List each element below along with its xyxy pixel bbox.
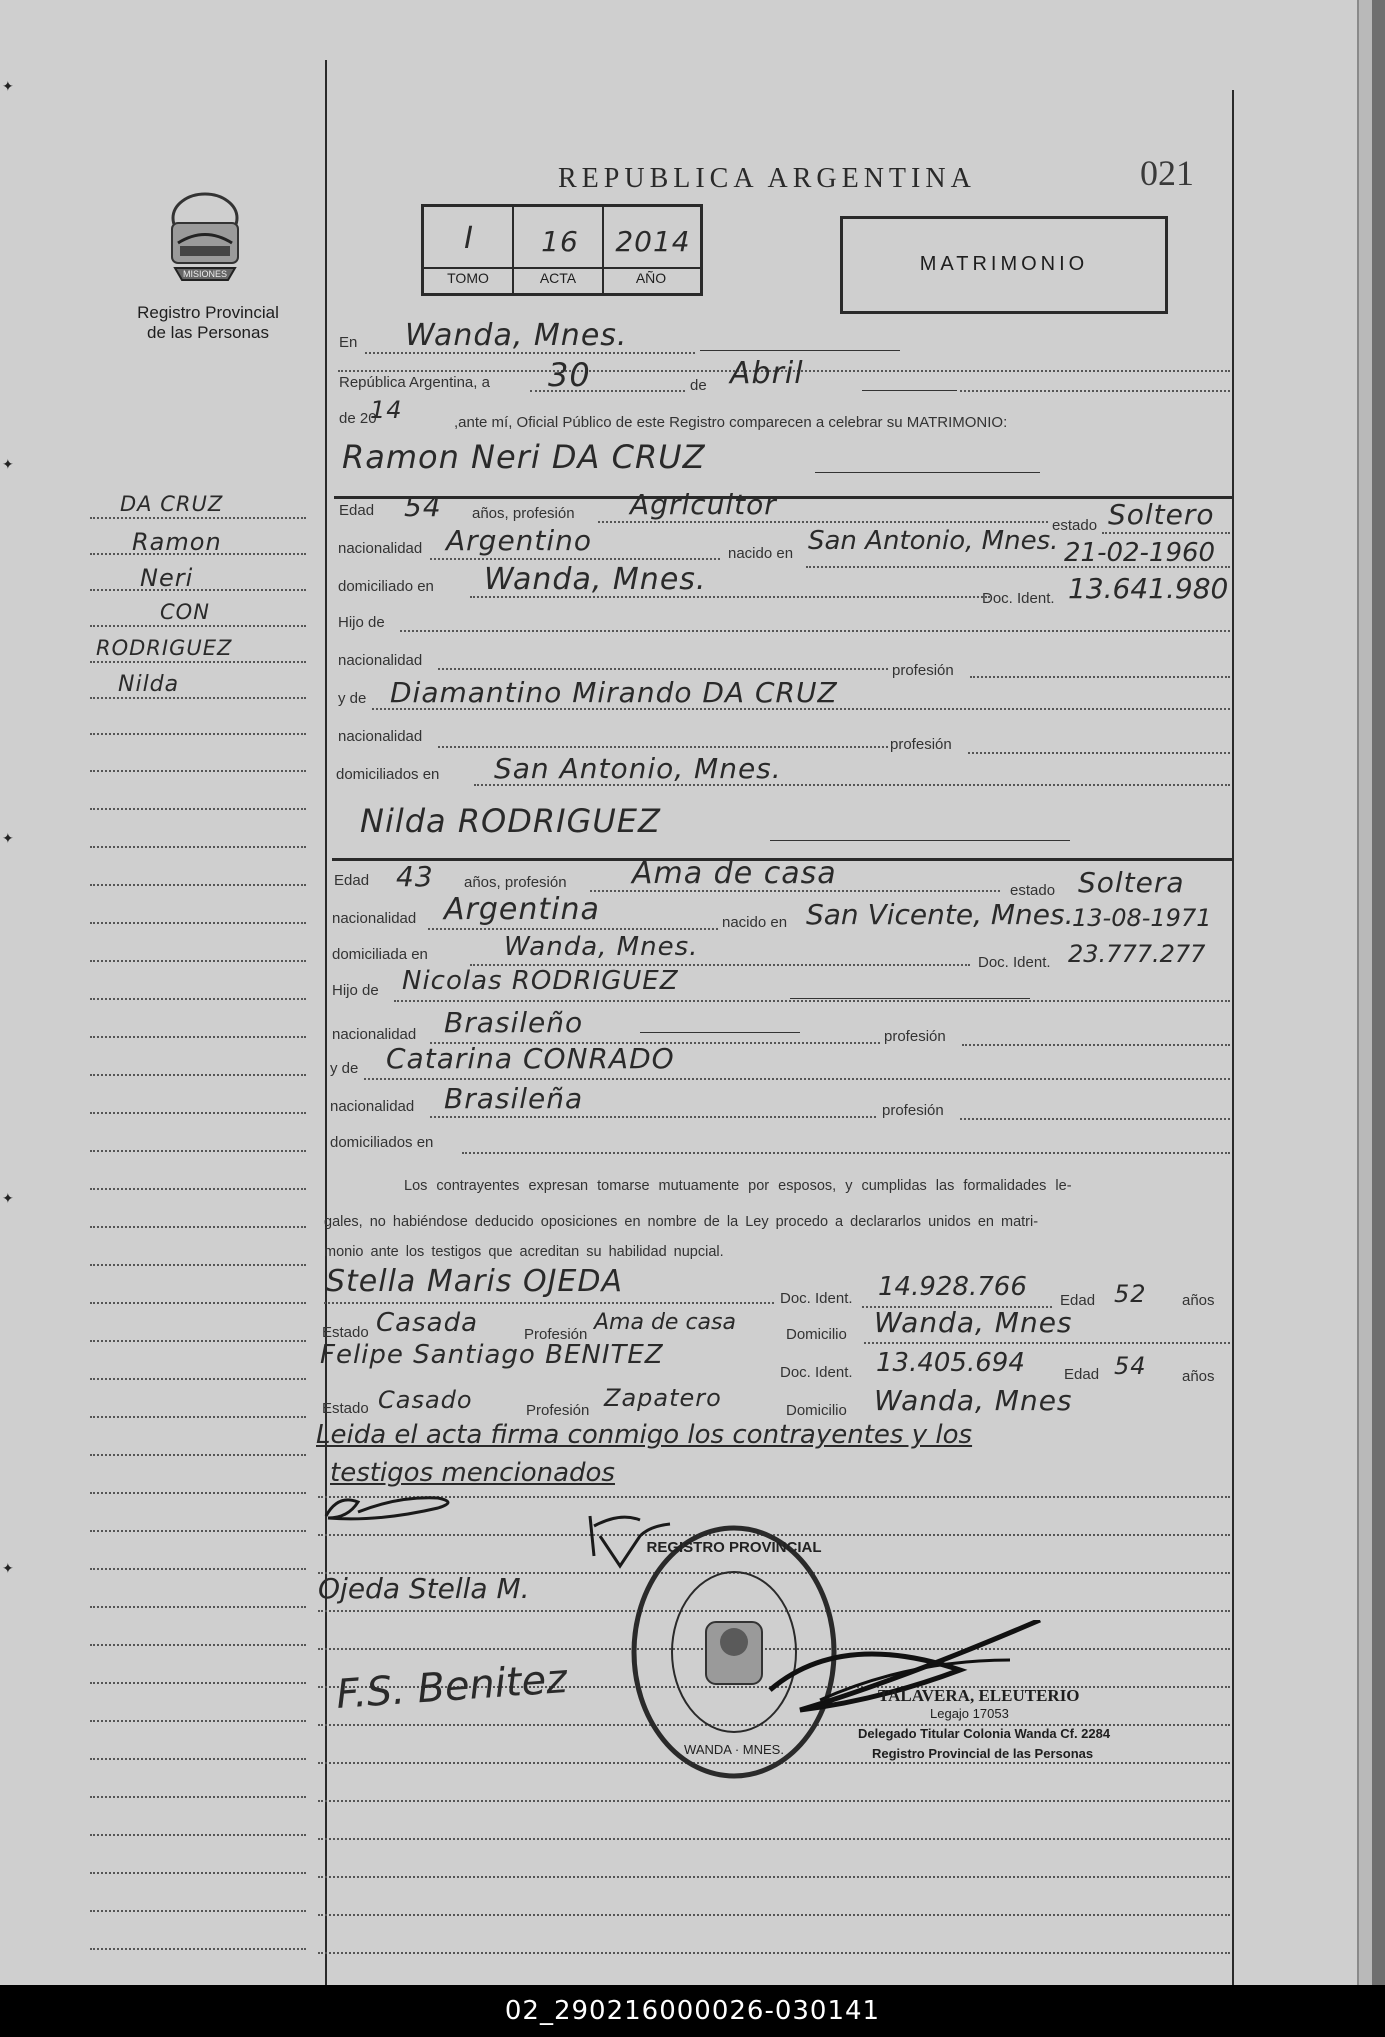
bride-age: 43 [396, 860, 434, 893]
estado-cap-label: Estado [322, 1324, 369, 1341]
svg-text:REGISTRO PROVINCIAL: REGISTRO PROVINCIAL [646, 1539, 822, 1556]
nacionalidad-label: nacionalidad [332, 910, 417, 927]
day-value: 30 [548, 356, 591, 394]
anio-label: AÑO [635, 270, 667, 286]
estado-label: estado [1052, 517, 1098, 534]
republica-label: República Argentina, a [339, 374, 490, 391]
bride-mother-nationality: Brasileña [444, 1082, 584, 1115]
profesion-cap-label: Profesión [526, 1402, 590, 1419]
coat-of-arms-icon [160, 188, 250, 288]
signature-scribble-icon [318, 1488, 468, 1528]
binder-mark: ✦ [2, 78, 14, 94]
profesion-label: profesión [890, 736, 952, 753]
month-value: Abril [730, 356, 804, 391]
binder-mark: ✦ [2, 1190, 14, 1206]
year-prefix-label: de 20 [339, 410, 377, 427]
domicilio-label: Domicilio [786, 1402, 847, 1419]
nacionalidad-label: nacionalidad [338, 652, 423, 669]
officer-delegation: Delegado Titular Colonia Wanda Cf. 2284 [858, 1726, 1111, 1741]
section-divider [334, 496, 1232, 499]
domiciliados-en-label: domiciliados en [330, 1134, 434, 1151]
registry-title-line1: Registro Provincial [137, 303, 279, 322]
nacido-en-label: nacido en [722, 914, 788, 931]
groom-mother: Diamantino Mirando DA CRUZ [390, 676, 838, 709]
folio-number: 021 [1140, 153, 1194, 193]
tomo-value: I [464, 221, 474, 256]
groom-birthdate: 21-02-1960 [1064, 538, 1216, 568]
doc-ident-label: Doc. Ident. [780, 1364, 853, 1381]
groom-status: Soltero [1108, 498, 1215, 531]
domiciliados-en-label: domiciliados en [336, 766, 440, 783]
witness-1-signature: Ojeda Stella M. [318, 1572, 530, 1605]
edad-label: Edad [339, 502, 375, 519]
groom-birthplace: San Antonio, Mnes. [808, 526, 1059, 556]
bride-father: Nicolas RODRIGUEZ [402, 966, 679, 996]
nacionalidad-label: nacionalidad [332, 1026, 417, 1043]
anos-profesion-label: años, profesión [472, 505, 575, 522]
year-suffix-value: 14 [370, 396, 403, 424]
groom-signature [318, 1488, 468, 1528]
groom-age: 54 [404, 490, 442, 523]
officer-stamp [760, 1620, 1120, 1730]
acta-label: ACTA [539, 270, 577, 286]
witness-2-domicile: Wanda, Mnes [874, 1384, 1073, 1417]
y-de-label: y de [338, 690, 367, 707]
registry-title [118, 303, 298, 343]
binder-mark: ✦ [2, 1560, 14, 1576]
margin-note-line: Nilda [118, 672, 180, 697]
en-label: En [339, 334, 358, 351]
province-coat-of-arms [160, 188, 250, 288]
witness-1-name: Stella Maris OJEDA [326, 1264, 623, 1299]
profesion-cap-label: Profesión [524, 1326, 588, 1343]
bride-birthplace: San Vicente, Mnes. [806, 898, 1074, 931]
witness-1-doc: 14.928.766 [878, 1272, 1027, 1302]
registry-title-line2: de las Personas [147, 323, 269, 342]
acta-value: 16 [541, 225, 579, 258]
svg-text:MISIONES: MISIONES [182, 269, 228, 279]
right-border [1232, 90, 1234, 1985]
witness-1-domicile: Wanda, Mnes [874, 1306, 1073, 1339]
bride-father-nationality: Brasileño [444, 1006, 584, 1039]
witness-2-signature: F.S. Benitez [334, 1655, 569, 1719]
nacionalidad-label: nacionalidad [338, 728, 423, 745]
margin-note-line: Ramon [132, 528, 222, 556]
bride-mother: Catarina CONRADO [386, 1042, 675, 1075]
hijo-de-label: Hijo de [332, 982, 379, 999]
domiciliado-en-label: domiciliado en [338, 578, 434, 595]
officer-legajo: Legajo 17053 [930, 1706, 1009, 1721]
domiciliada-en-label: domiciliada en [332, 946, 428, 963]
witness-1-profession: Ama de casa [594, 1310, 736, 1335]
margin-divider [325, 60, 327, 1985]
bride-domicile: Wanda, Mnes. [504, 932, 699, 962]
nacionalidad-label: nacionalidad [330, 1098, 415, 1115]
profesion-label: profesión [884, 1028, 946, 1045]
doc-ident-label: Doc. Ident. [780, 1290, 853, 1307]
country-heading: REPUBLICA ARGENTINA [558, 163, 976, 194]
witness-2-age: 54 [1114, 1352, 1147, 1380]
groom-profession: Agricultor [630, 488, 777, 521]
groom-name: Ramon Neri DA CRUZ [342, 438, 706, 476]
place-value: Wanda, Mnes. [405, 318, 628, 353]
anos-label: años [1182, 1292, 1215, 1309]
witness-1-status: Casada [376, 1308, 479, 1338]
edad-label: Edad [334, 872, 370, 889]
groom-domicile: Wanda, Mnes. [484, 562, 707, 597]
groom-parents-domicile: San Antonio, Mnes. [494, 752, 782, 785]
declaration-line: Los contrayentes expresan tomarse mutuamente por esposos, y cumplidas las formalidades le- [404, 1178, 1072, 1194]
closing-line: testigos mencionados [330, 1458, 615, 1488]
anos-label: años [1182, 1368, 1215, 1385]
declaration-line: gales, no habiéndose deducido oposiciones en nombre de la Ley procedo a declararlos unidos en matri- [324, 1214, 1039, 1230]
estado-cap-label: Estado [322, 1400, 369, 1417]
officer-registry: Registro Provincial de las Personas [872, 1746, 1094, 1761]
margin-note-line: DA CRUZ [120, 492, 224, 516]
anos-profesion-label: años, profesión [464, 874, 567, 891]
closing-line: Leida el acta firma conmigo los contrayentes y los [316, 1420, 973, 1450]
edad-label: Edad [1064, 1366, 1100, 1383]
witness-1-age: 52 [1114, 1280, 1147, 1308]
witness-2-doc: 13.405.694 [876, 1348, 1025, 1378]
witness-2-status: Casado [378, 1386, 473, 1414]
witness-2-name: Felipe Santiago BENITEZ [320, 1340, 664, 1370]
bride-doc-id: 23.777.277 [1068, 940, 1206, 968]
svg-text:WANDA · MNES.: WANDA · MNES. [684, 1742, 784, 1757]
edad-label: Edad [1060, 1292, 1096, 1309]
doc-ident-label: Doc. Ident. [978, 954, 1051, 971]
bride-status: Soltera [1078, 866, 1185, 899]
binder-mark: ✦ [2, 830, 14, 846]
profesion-label: profesión [892, 662, 954, 679]
scan-footer-code: 02_290216000026-030141 [0, 1985, 1385, 2037]
groom-nationality: Argentino [446, 524, 593, 557]
domicilio-label: Domicilio [786, 1326, 847, 1343]
bride-birthdate: 13-08-1971 [1072, 904, 1212, 932]
groom-doc-id: 13.641.980 [1068, 572, 1229, 605]
intro-statement: ,ante mí, Oficial Público de este Registro comparecen a celebrar su MATRIMONIO: [454, 414, 1008, 431]
officer-name: TALAVERA, ELEUTERIO [878, 1686, 1080, 1705]
y-de-label: y de [330, 1060, 359, 1077]
hijo-de-label: Hijo de [338, 614, 385, 631]
declaration-line: monio ante los testigos que acreditan su habilidad nupcial. [324, 1244, 724, 1260]
anio-value: 2014 [615, 225, 691, 258]
margin-note-line: RODRIGUEZ [96, 636, 233, 660]
estado-label: estado [1010, 882, 1056, 899]
de-label: de [690, 377, 707, 394]
page-edge [1357, 0, 1372, 1985]
margin-note-line: Neri [140, 564, 194, 592]
tomo-label: TOMO [447, 270, 489, 286]
document-type: MATRIMONIO [919, 253, 1089, 275]
tomo-acta-anio-box [421, 204, 703, 296]
nacido-en-label: nacido en [728, 545, 794, 562]
nacionalidad-label: nacionalidad [338, 540, 423, 557]
bride-nationality: Argentina [444, 892, 600, 927]
binder-mark: ✦ [2, 456, 14, 472]
bride-profession: Ama de casa [632, 856, 837, 891]
witness-2-profession: Zapatero [604, 1384, 722, 1412]
profesion-label: profesión [882, 1102, 944, 1119]
doc-ident-label: Doc. Ident. [982, 590, 1055, 607]
bride-name: Nilda RODRIGUEZ [360, 802, 661, 840]
margin-note-line: CON [160, 600, 210, 624]
document-type-box [840, 216, 1168, 314]
